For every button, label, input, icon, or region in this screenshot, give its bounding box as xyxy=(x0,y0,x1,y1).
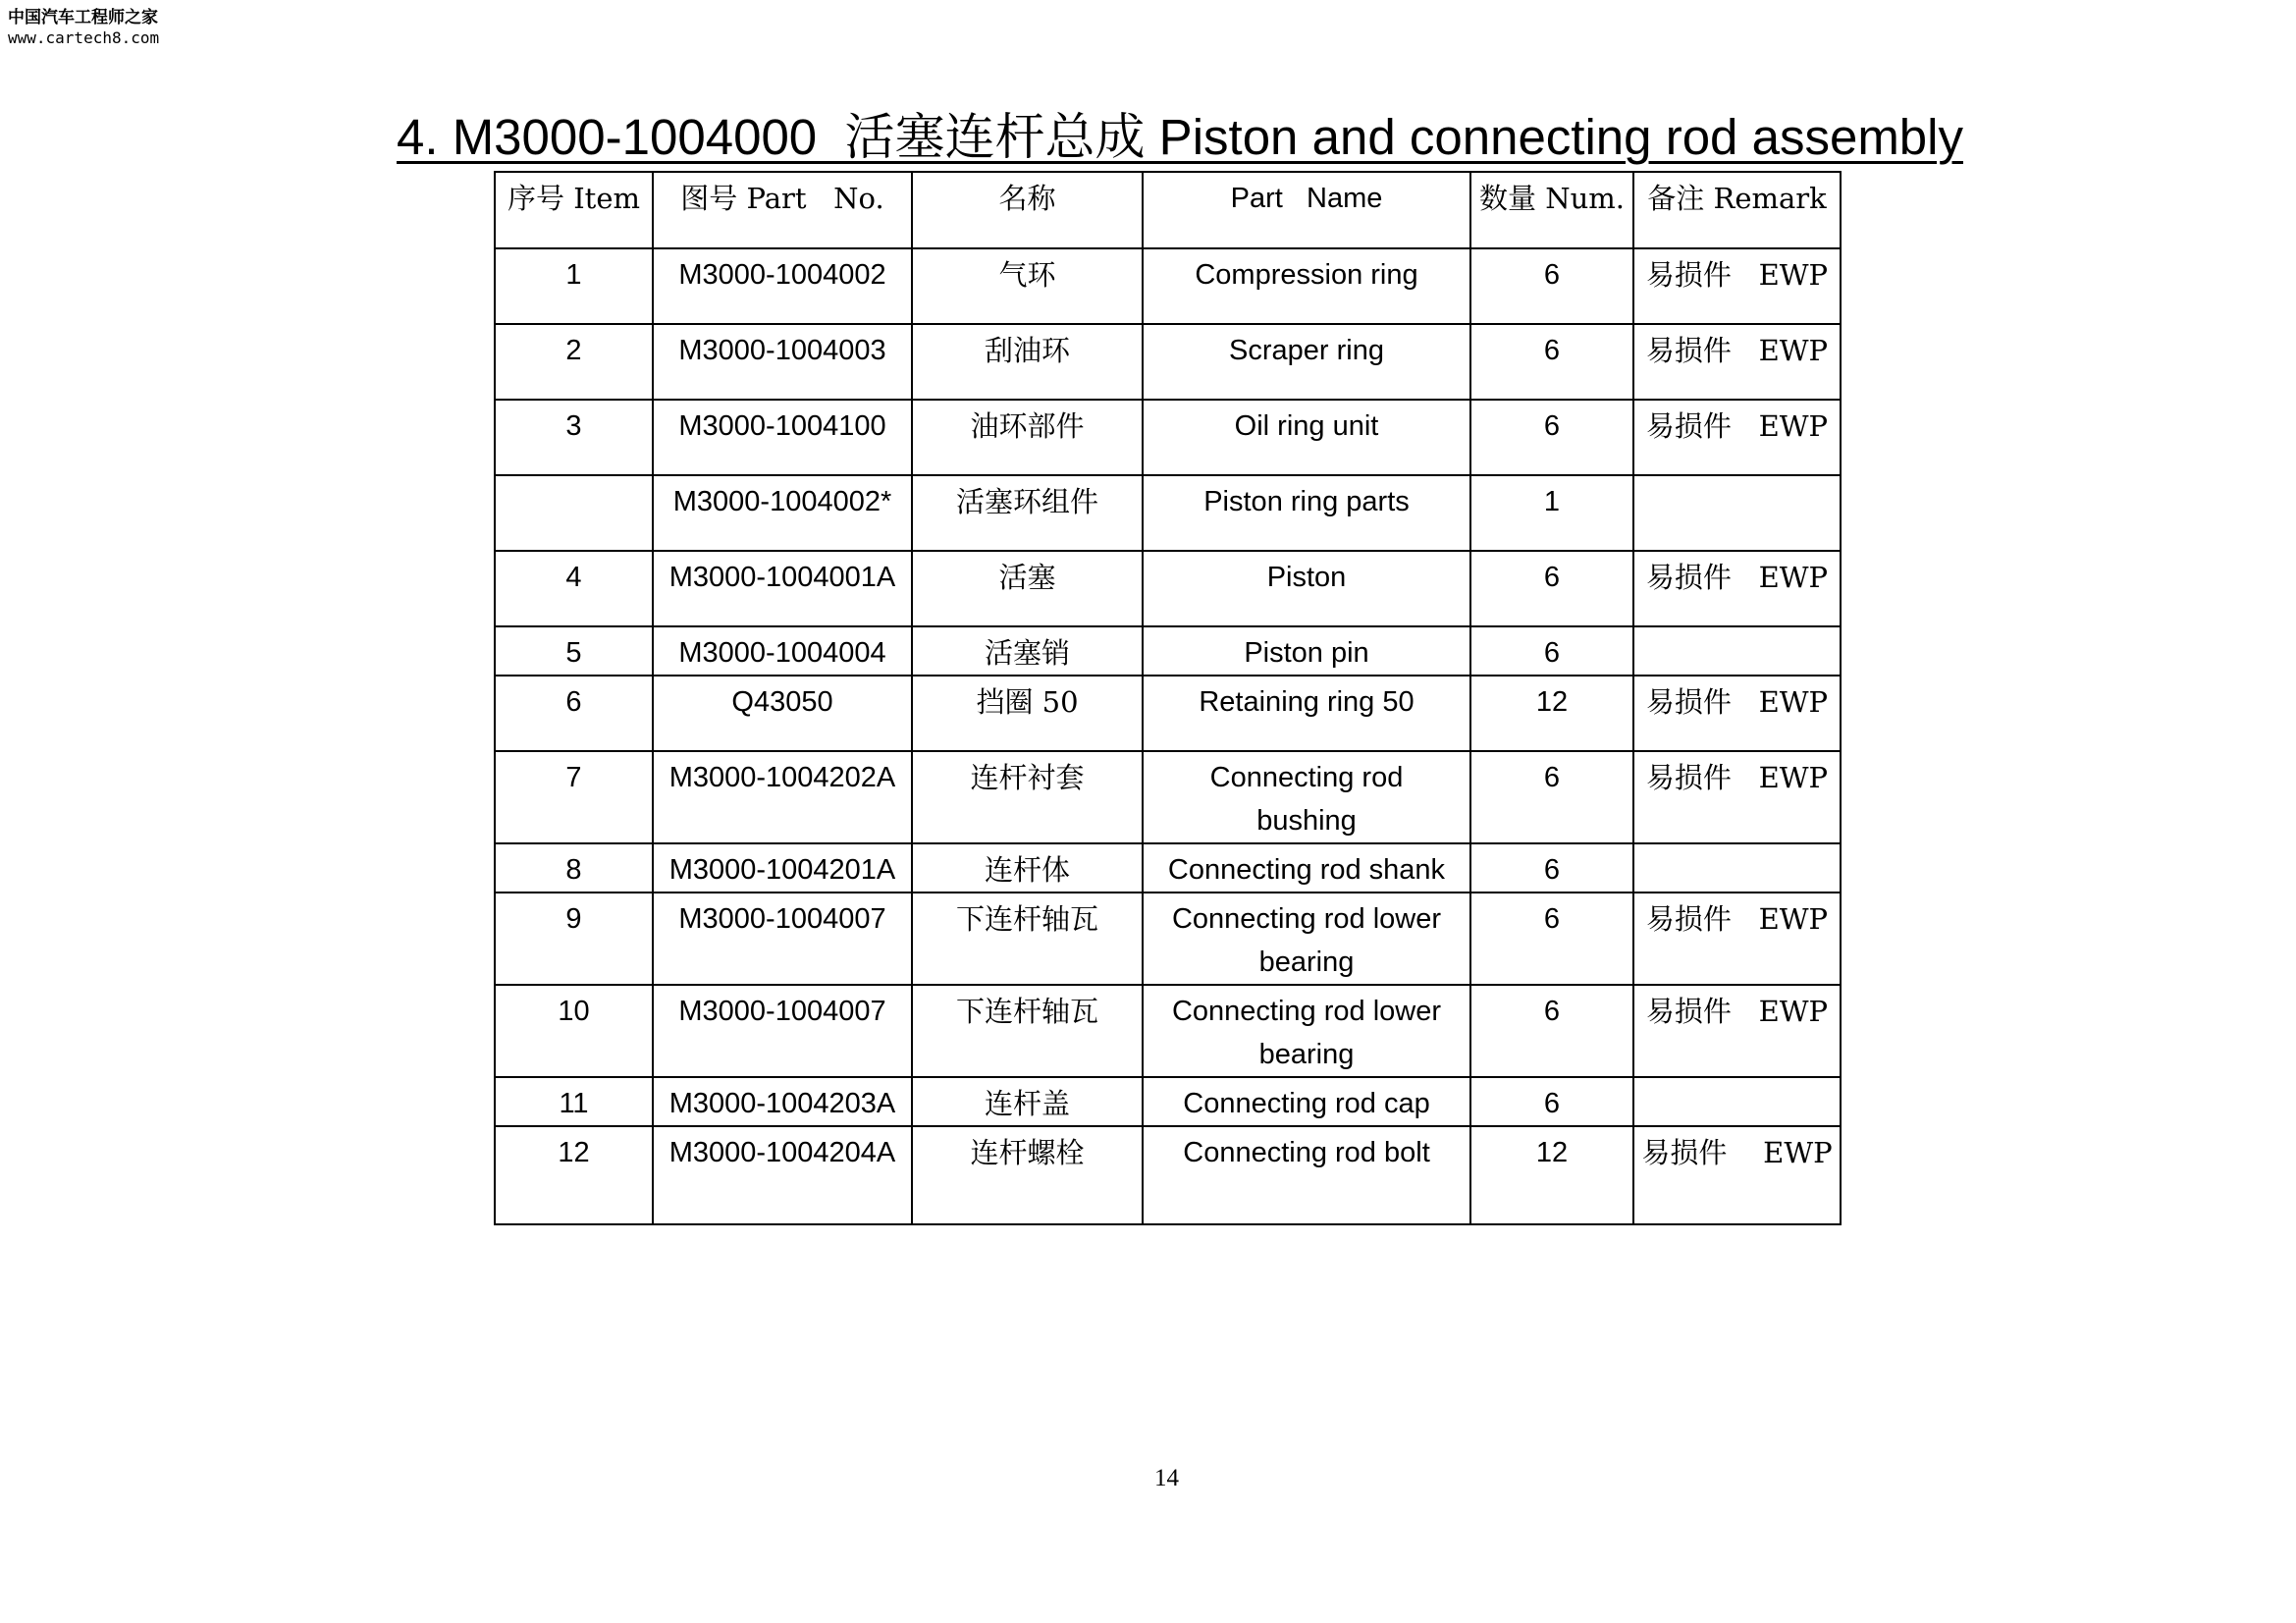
watermark xyxy=(8,8,159,48)
cell-part-name: Piston ring parts xyxy=(1143,475,1470,551)
cell-name-cn: 刮油环 xyxy=(912,324,1143,400)
cell-item: 10 xyxy=(495,985,653,1077)
cell-name-cn: 连杆体 xyxy=(912,843,1143,893)
header-remark: 备注 Remark xyxy=(1633,172,1841,248)
cell-part-no: M3000-1004002* xyxy=(653,475,912,551)
table-row xyxy=(495,676,1841,751)
header-item: 序号 Item xyxy=(495,172,653,248)
cell-num: 1 xyxy=(1470,475,1633,551)
cell-name-cn: 活塞 xyxy=(912,551,1143,626)
cell-name-cn: 气环 xyxy=(912,248,1143,324)
cell-remark xyxy=(1633,475,1841,551)
cell-name-cn: 下连杆轴瓦 xyxy=(912,985,1143,1077)
table-row xyxy=(495,324,1841,400)
table-row xyxy=(495,893,1841,985)
cell-part-name: Retaining ring 50 xyxy=(1143,676,1470,751)
cell-remark: 易损件 EWP xyxy=(1633,248,1841,324)
cell-name-cn: 连杆盖 xyxy=(912,1077,1143,1126)
cell-remark: 易损件 EWP xyxy=(1633,400,1841,475)
cell-remark xyxy=(1633,626,1841,676)
cell-part-name: Connecting rod bolt xyxy=(1143,1126,1470,1224)
page-title: 4. M3000-1004000 活塞连杆总成 Piston and connecting rod assembly xyxy=(397,109,1963,165)
cell-part-no: M3000-1004007 xyxy=(653,985,912,1077)
cell-item: 9 xyxy=(495,893,653,985)
cell-part-no: M3000-1004001A xyxy=(653,551,912,626)
cell-name-cn: 活塞销 xyxy=(912,626,1143,676)
cell-remark: 易损件 EWP xyxy=(1633,676,1841,751)
cell-name-cn: 下连杆轴瓦 xyxy=(912,893,1143,985)
cell-part-name: Oil ring unit xyxy=(1143,400,1470,475)
cell-part-name: Connecting rod bushing xyxy=(1143,751,1470,843)
cell-num: 6 xyxy=(1470,751,1633,843)
header-row xyxy=(495,172,1841,248)
cell-num: 6 xyxy=(1470,248,1633,324)
page-number: 14 xyxy=(1154,1465,1179,1491)
table-row xyxy=(495,248,1841,324)
cell-num: 6 xyxy=(1470,843,1633,893)
cell-part-name: Scraper ring xyxy=(1143,324,1470,400)
cell-part-no: M3000-1004100 xyxy=(653,400,912,475)
header-name-cn: 名称 xyxy=(912,172,1143,248)
cell-part-no: M3000-1004204A xyxy=(653,1126,912,1224)
table-row xyxy=(495,475,1841,551)
cell-part-name: Connecting rod shank xyxy=(1143,843,1470,893)
cell-item: 2 xyxy=(495,324,653,400)
cell-remark: 易损件 EWP xyxy=(1633,751,1841,843)
cell-remark: 易损件 EWP xyxy=(1633,985,1841,1077)
parts-table xyxy=(494,171,1842,1225)
cell-part-no: M3000-1004007 xyxy=(653,893,912,985)
table-row xyxy=(495,843,1841,893)
cell-num: 6 xyxy=(1470,985,1633,1077)
cell-remark: 易损件 EWP xyxy=(1633,1126,1841,1224)
cell-item: 1 xyxy=(495,248,653,324)
cell-name-cn: 连杆螺栓 xyxy=(912,1126,1143,1224)
cell-part-no: M3000-1004203A xyxy=(653,1077,912,1126)
watermark-url: www.cartech8.com xyxy=(8,28,160,48)
cell-remark: 易损件 EWP xyxy=(1633,324,1841,400)
cell-part-name: Connecting rod lower bearing xyxy=(1143,985,1470,1077)
cell-num: 6 xyxy=(1470,626,1633,676)
cell-part-no: Q43050 xyxy=(653,676,912,751)
cell-item: 4 xyxy=(495,551,653,626)
table-row xyxy=(495,751,1841,843)
cell-item: 12 xyxy=(495,1126,653,1224)
cell-part-name: Connecting rod lower bearing xyxy=(1143,893,1470,985)
cell-part-no: M3000-1004003 xyxy=(653,324,912,400)
cell-part-no: M3000-1004002 xyxy=(653,248,912,324)
cell-name-cn: 活塞环组件 xyxy=(912,475,1143,551)
table-row xyxy=(495,985,1841,1077)
cell-remark: 易损件 EWP xyxy=(1633,551,1841,626)
cell-part-name: Connecting rod cap xyxy=(1143,1077,1470,1126)
cell-part-no: M3000-1004201A xyxy=(653,843,912,893)
cell-item: 7 xyxy=(495,751,653,843)
cell-num: 6 xyxy=(1470,1077,1633,1126)
cell-remark: 易损件 EWP xyxy=(1633,893,1841,985)
cell-part-name: Piston pin xyxy=(1143,626,1470,676)
table-row xyxy=(495,400,1841,475)
cell-part-name: Piston xyxy=(1143,551,1470,626)
cell-name-cn: 油环部件 xyxy=(912,400,1143,475)
cell-num: 12 xyxy=(1470,1126,1633,1224)
cell-item xyxy=(495,475,653,551)
watermark-cn: 中国汽车工程师之家 xyxy=(8,8,158,27)
table-row xyxy=(495,626,1841,676)
cell-remark xyxy=(1633,843,1841,893)
cell-name-cn: 连杆衬套 xyxy=(912,751,1143,843)
cell-num: 6 xyxy=(1470,400,1633,475)
cell-name-cn: 挡圈 50 xyxy=(912,676,1143,751)
cell-num: 6 xyxy=(1470,551,1633,626)
cell-part-name: Compression ring xyxy=(1143,248,1470,324)
table-row xyxy=(495,1126,1841,1224)
header-num: 数量 Num. xyxy=(1470,172,1633,248)
header-part-no: 图号 Part No. xyxy=(653,172,912,248)
cell-part-no: M3000-1004202A xyxy=(653,751,912,843)
cell-item: 8 xyxy=(495,843,653,893)
table-row xyxy=(495,551,1841,626)
cell-num: 12 xyxy=(1470,676,1633,751)
cell-item: 3 xyxy=(495,400,653,475)
cell-num: 6 xyxy=(1470,324,1633,400)
cell-item: 5 xyxy=(495,626,653,676)
cell-item: 6 xyxy=(495,676,653,751)
cell-item: 11 xyxy=(495,1077,653,1126)
cell-remark xyxy=(1633,1077,1841,1126)
table-row xyxy=(495,1077,1841,1126)
header-part-name: Part Name xyxy=(1143,172,1470,248)
cell-part-no: M3000-1004004 xyxy=(653,626,912,676)
cell-num: 6 xyxy=(1470,893,1633,985)
